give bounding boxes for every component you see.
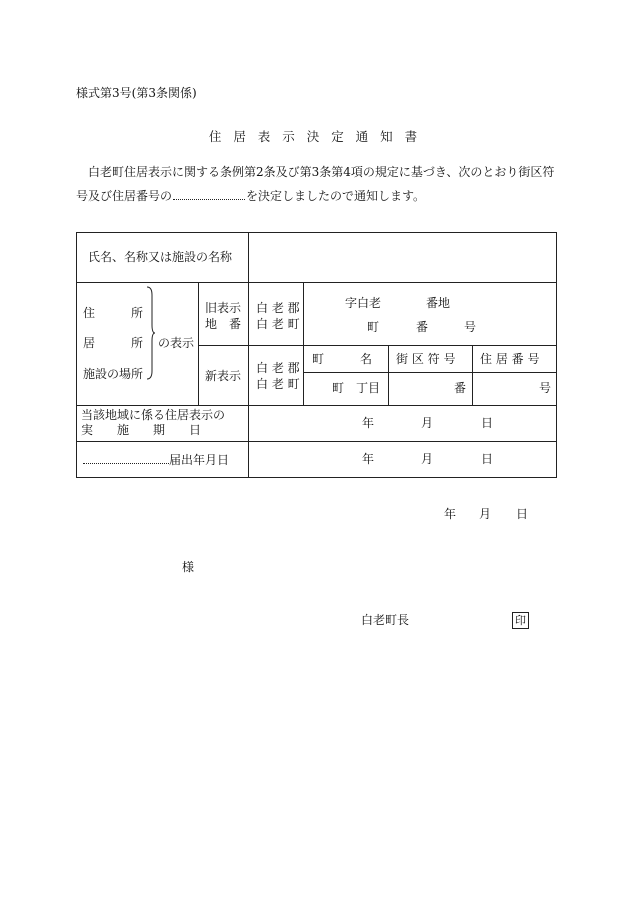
col-house-number: 住 居 番 号 xyxy=(480,352,540,366)
display-label: の表示 xyxy=(158,336,195,350)
curly-brace-icon xyxy=(146,285,156,381)
address-label-residence: 住 所 xyxy=(83,306,144,320)
old-ban: 番 xyxy=(416,320,429,334)
new-county: 白 老 郡 xyxy=(256,361,300,375)
addressee-sama: 様 xyxy=(182,560,195,574)
old-cho: 町 xyxy=(367,320,380,334)
old-go: 号 xyxy=(464,320,477,334)
new-cho: 町 xyxy=(332,381,345,395)
impl-day: 日 xyxy=(481,416,494,430)
old-aza: 字白老 xyxy=(345,296,382,310)
new-ban: 番 xyxy=(454,381,467,395)
notif-label-text: 届出年月日 xyxy=(169,453,230,467)
name-label: 氏名、名称又は施設の名称 xyxy=(88,250,233,264)
mayor-title: 白老町長 xyxy=(361,613,410,627)
seal-stamp: 印 xyxy=(512,612,529,629)
old-town: 白 老 町 xyxy=(256,317,300,331)
address-label-dwelling: 居 所 xyxy=(83,336,144,350)
blank-dotted-line xyxy=(83,453,169,464)
old-county: 白 老 郡 xyxy=(256,301,300,315)
intro-paragraph xyxy=(76,160,566,208)
impl-month: 月 xyxy=(421,416,434,430)
issue-day: 日 xyxy=(516,507,529,521)
new-display-label: 新表示 xyxy=(205,369,242,383)
issue-month: 月 xyxy=(479,507,492,521)
blank-dotted-line xyxy=(173,189,245,200)
col-town-name: 町 名 xyxy=(312,352,373,366)
notif-label xyxy=(83,453,229,466)
notif-year: 年 xyxy=(362,452,375,466)
new-chome: 丁目 xyxy=(356,381,381,395)
new-go: 号 xyxy=(539,381,552,395)
intro-text-part2: を決定しましたので通知します。 xyxy=(246,189,426,203)
issue-year: 年 xyxy=(444,507,457,521)
impl-label-line2: 実 施 期 日 xyxy=(81,423,202,437)
impl-year: 年 xyxy=(362,416,375,430)
old-display-label: 旧表示 xyxy=(205,301,242,315)
notif-day: 日 xyxy=(481,452,494,466)
old-banchi: 番地 xyxy=(426,296,451,310)
notif-month: 月 xyxy=(421,452,434,466)
form-number: 様式第3号(第3条関係) xyxy=(76,86,197,100)
intro-text-part1: 白老町住居表示に関する条例第2条及び第3条第4項の規定に基づき、次のとおり街区符号及び住居番号の xyxy=(76,165,555,203)
new-town: 白 老 町 xyxy=(256,377,300,391)
address-label-facility: 施設の場所 xyxy=(83,367,144,381)
document-title: 住 居 表 示 決 定 通 知 書 xyxy=(208,129,422,144)
col-block-code: 街 区 符 号 xyxy=(396,352,456,366)
impl-label-line1: 当該地域に係る住居表示の xyxy=(81,408,226,422)
old-lot-label: 地 番 xyxy=(205,317,242,331)
